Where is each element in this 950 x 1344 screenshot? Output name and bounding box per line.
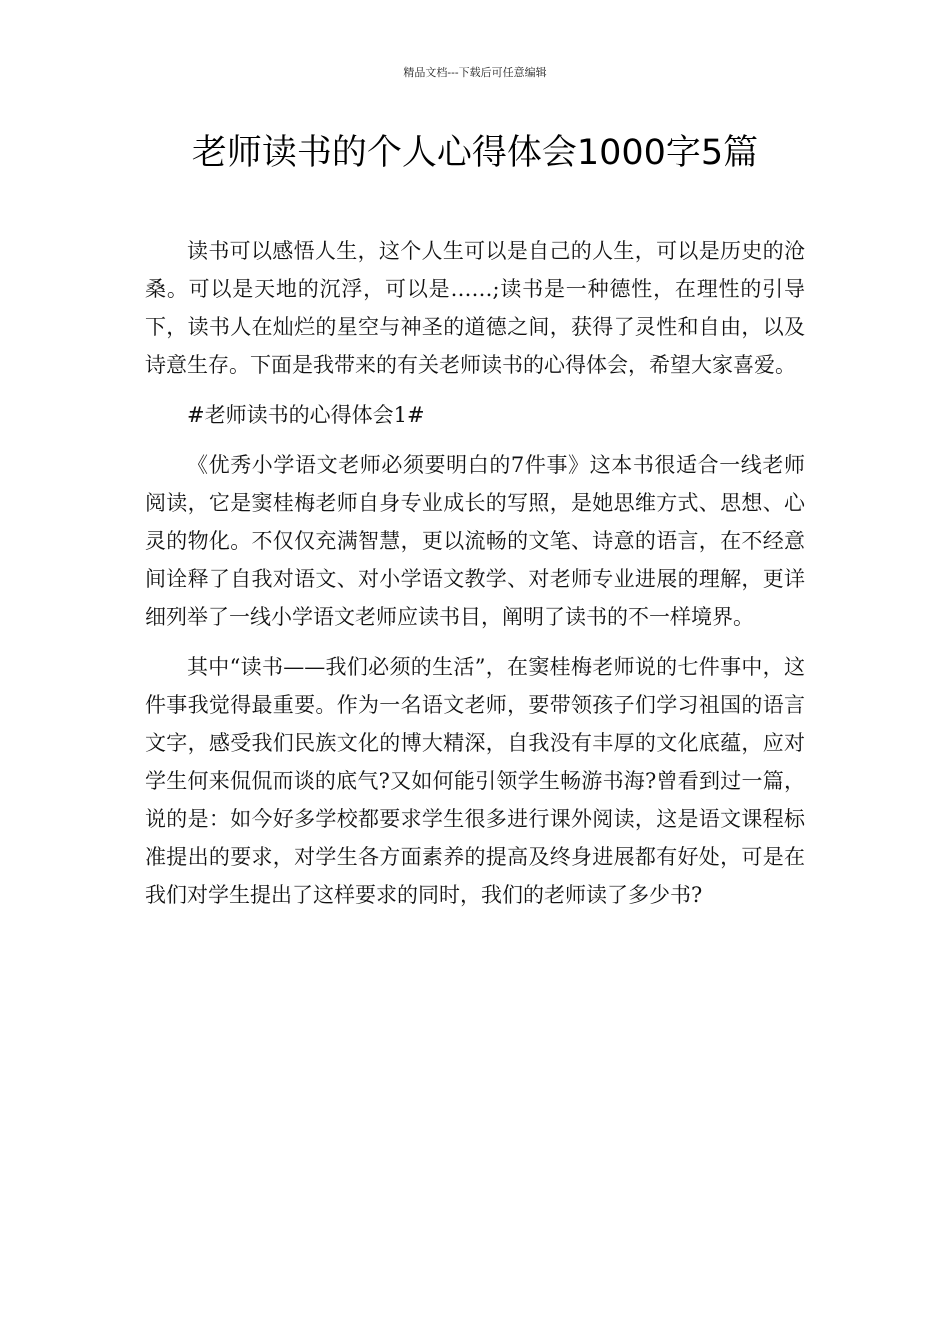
document-title: 老师读书的个人心得体会1000字5篇 — [191, 133, 759, 173]
intro-paragraph: 读书可以感悟人生，这个人生可以是自己的人生，可以是历史的沧桑。可以是天地的沉浮，可以是……;读书是一种德性，在理性的引导下，读书人在灿烂的星空与神圣的道德之间，获得了灵性和自由，以及诗意生存。下面是我带来的有关老师读书的心得体会，希望大家喜爱。 — [145, 239, 805, 377]
body-paragraph: 其中“读书——我们必须的生活”，在窦桂梅老师说的七件事中，这件事我觉得最重要。作为一名语文老师，要带领孩子们学习祖国的语言文字，感受我们民族文化的博大精深，自我没有丰厚的文化底蕴，应对学生何来侃侃而谈的底气?又如何能引领学生畅游书海?曾看到过一篇，说的是：如今好多学校都要求学生很多进行课外阅读，这是语文课程标准提出的要求，对学生各方面素养的提高及终身进展都有好处，可是在我们对学生提出了这样要求的同时，我们的老师读了多少书? — [145, 655, 805, 907]
header-note: 精品文档---下载后可任意编辑 — [403, 66, 547, 79]
body-paragraph: 《优秀小学语文老师必须要明白的7件事》这本书很适合一线老师阅读，它是窦桂梅老师自身专业成长的写照，是她思维方式、思想、心灵的物化。不仅仅充满智慧，更以流畅的文笔、诗意的语言，在不经意间诠释了自我对语文、对小学语文教学、对老师专业进展的理解，更详细列举了一线小学语文老师应读书目，阐明了读书的不一样境界。 — [145, 453, 805, 629]
section-heading: #老师读书的心得体会1# — [187, 403, 425, 427]
document-body — [145, 232, 805, 926]
